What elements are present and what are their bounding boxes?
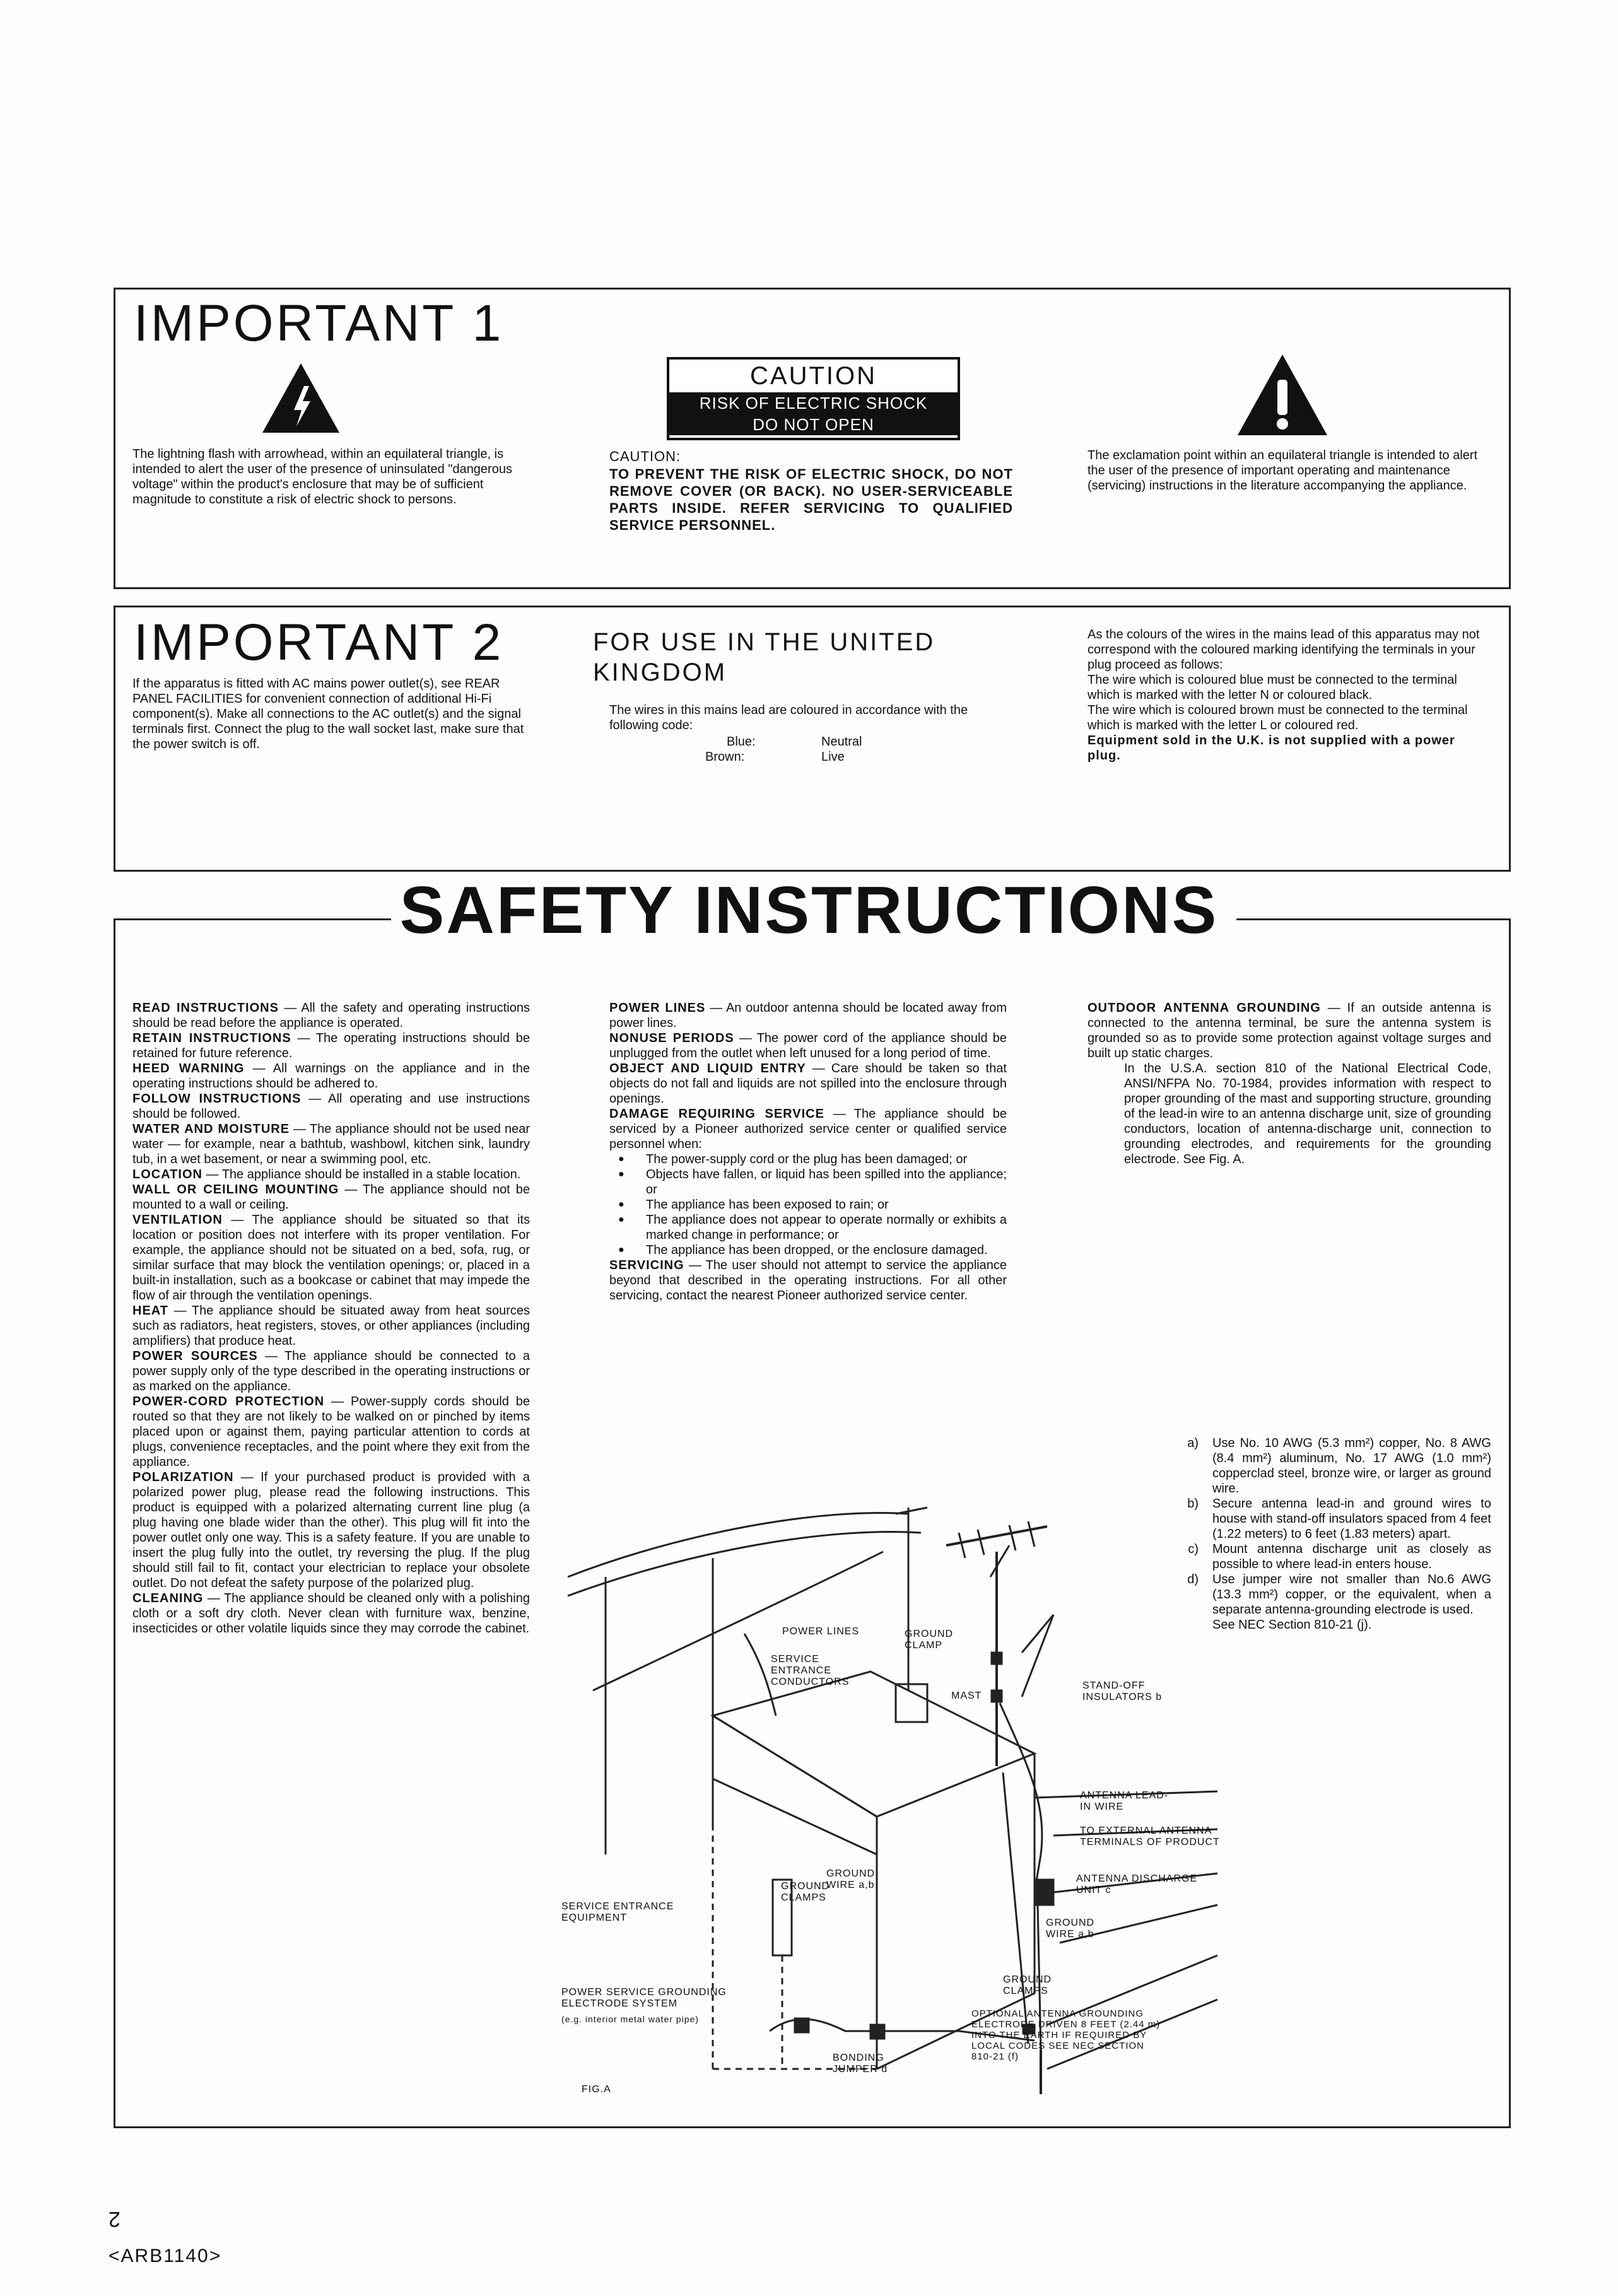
instr-heed — [132, 1061, 530, 1091]
caution-badge-heading: CAUTION — [750, 362, 877, 390]
instr-heat — [132, 1303, 530, 1349]
instr-label: HEAT — [132, 1304, 168, 1318]
instr-servicing — [609, 1258, 1007, 1303]
instr-label: LOCATION — [132, 1168, 202, 1181]
instr-label: POLARIZATION — [132, 1470, 234, 1484]
damage-bullet: ● The appliance has been dropped, or the enclosure damaged. — [609, 1243, 1007, 1258]
caution-label: CAUTION: — [609, 448, 681, 464]
instr-polarization — [132, 1470, 530, 1591]
exclamation-text: The exclamation point within an equilateral triangle is intended to alert the user of the presence of important operating and maintenance (servicing) instructions in the literature accompanying the appliance. — [1087, 448, 1478, 493]
instr-text: — All operating and use instructions should be followed. — [132, 1092, 530, 1121]
instr-power-lines — [609, 1000, 1007, 1031]
instr-location — [132, 1167, 530, 1182]
important-2-text: If the apparatus is fitted with AC mains power outlet(s), see REAR PANEL FACILITIES for convenient connection of additional Hi-Fi component(s). Make all connections to the AC outlet(s) and the signal terminals first. Connect the plug to the wall socket last, make sure that the power switch is off. — [132, 677, 524, 751]
instr-text: — The appliance should be situated so that its location or position does not interfere with its proper ventilation. For example, the appliance should not be situated on a bed, sofa, rug, or similar surface that may block the ventilation openings; or, placed in a built-in installation, such as a bookcase or cabinet that may impede the flow of air through the ventilation openings. — [132, 1213, 530, 1303]
important-2-title: IMPORTANT 2 — [134, 614, 504, 671]
caution-badge — [667, 357, 960, 440]
caution-badge-line-2: DO NOT OPEN — [669, 414, 958, 435]
instr-label: HEED WARNING — [132, 1062, 245, 1075]
damage-bullet: ● The power-supply cord or the plug has been damaged; or — [609, 1152, 1007, 1167]
instr-text: — An outdoor antenna should be located away from power lines. — [609, 1001, 1007, 1030]
instr-label: CLEANING — [132, 1591, 204, 1605]
page-number: 2 — [108, 2207, 120, 2231]
damage-bullet: ● The appliance does not appear to operate normally or exhibits a marked change in performance; or — [609, 1212, 1007, 1243]
instr-text: — If an outside antenna is connected to the antenna terminal, be sure the antenna system is grounded so as to provide some protection against voltage surges and built up static charges. — [1087, 1001, 1491, 1060]
damage-bullet: ● The appliance has been exposed to rain; or — [609, 1197, 1007, 1212]
diagram-label-ground-clamps-right: GROUND CLAMPS — [1003, 1974, 1052, 1996]
instr-text: — If your purchased product is provided with a polarized power plug, please read the following instructions. This product is equipped with a polarized alternating current line plug (a plug having one blade wider than the other). This plug will fit into the power outlet only one way. This is a safety feature. If you are unable to insert the plug fully into the outlet, try reversing the plug. If the plug should still fail to fit, contact your electrician to replace your obsolete outlet. Do not defeat the safety purpose of the polarized plug. — [132, 1470, 530, 1590]
instr-label: RETAIN INSTRUCTIONS — [132, 1031, 291, 1045]
damage-bullet: ● Objects have fallen, or liquid has been spilled into the appliance; or — [609, 1167, 1007, 1197]
code-colour: Blue: — [727, 735, 756, 749]
diagram-label-ground-wire-left: GROUND WIRE a,b — [826, 1868, 876, 1890]
list-text: Use No. 10 AWG (5.3 mm²) copper, No. 8 AWG (8.4 mm²) aluminum, No. 17 AWG (1.0 mm²) copperclad steel, bronze wire, or larger as ground wire. — [1212, 1436, 1491, 1496]
list-text: Secure antenna lead-in and ground wires to house with stand-off insulators spaced from 4 feet (1.22 meters) to 6 feet (1.83 meters) apart. — [1212, 1497, 1491, 1541]
instr-water — [132, 1122, 530, 1167]
instr-label: VENTILATION — [132, 1213, 223, 1227]
list-key: b) — [1187, 1497, 1199, 1511]
instr-read — [132, 1000, 530, 1031]
instr-ventilation — [132, 1212, 530, 1303]
exclamation-warning-icon — [1235, 352, 1330, 438]
instr-text: — The appliance should not be used near water — for example, near a bathtub, washbowl, kitchen sink, laundry tub, in a wet basement, or near a swimming pool, etc. — [132, 1122, 530, 1166]
instr-cleaning — [132, 1591, 530, 1636]
instr-damage — [609, 1106, 1007, 1152]
uk-text: The wires in this mains lead are coloured in accordance with the following code: — [609, 703, 968, 732]
diagram-label-service-conductors: SERVICE ENTRANCE CONDUCTORS — [771, 1654, 850, 1687]
instr-power-sources — [132, 1349, 530, 1394]
uk-heading: FOR USE IN THE UNITED KINGDOM — [593, 628, 935, 686]
list-key: c) — [1188, 1542, 1199, 1556]
safety-column-1 — [132, 1000, 530, 1636]
diagram-label-ground-clamps-left: GROUND CLAMPS — [781, 1881, 830, 1903]
nec-text: In the U.S.A. section 810 of the National Electrical Code, ANSI/NFPA No. 70-1984, provides information with respect to proper grounding of the mast and supporting structure, grounding of the lead-in wire to an antenna discharge unit, size of grounding conductors, location of antenna-discharge unit, connection to grounding electrodes, and requirements for the grounding electrode. See Fig. A. — [1124, 1062, 1491, 1166]
diagram-label-power-service: POWER SERVICE GROUNDING ELECTRODE SYSTEM — [561, 1987, 727, 2009]
document-code: <ARB1140> — [108, 2246, 222, 2266]
instr-text: — The appliance should be connected to a power supply only of the type described in the operating instructions or as marked on the appliance. — [132, 1349, 530, 1393]
diagram-label-fig: FIG.A — [582, 2084, 611, 2095]
lightning-warning-icon — [260, 361, 342, 435]
instr-text: — The power cord of the appliance should be unplugged from the outlet when left unused for a long period of time. — [609, 1031, 1007, 1060]
code-colour: Brown: — [705, 750, 745, 764]
instr-text: — Power-supply cords should be routed so that they are not likely to be walked on or pinched by items placed upon or against them, paying particular attention to cords at plugs, convenience receptacles, and the point where they exit from the appliance. — [132, 1395, 530, 1469]
uk-right-blue: The wire which is coloured blue must be connected to the terminal which is marked with the letter N or coloured black. — [1087, 673, 1457, 702]
uk-right-brown: The wire which is coloured brown must be connected to the terminal which is marked with the letter L or coloured red. — [1087, 703, 1468, 732]
instr-wall — [132, 1182, 530, 1212]
caution-badge-line-1: RISK OF ELECTRIC SHOCK — [669, 392, 958, 414]
list-key: d) — [1187, 1573, 1199, 1586]
list-text: Use jumper wire not smaller than No.6 AWG (13.3 mm²) copper, or the equivalent, when a separate antenna-grounding electrode is used. — [1212, 1573, 1491, 1617]
safety-title: SAFETY INSTRUCTIONS — [399, 873, 1219, 947]
instr-outdoor-antenna — [1087, 1000, 1491, 1061]
instr-label: OUTDOOR ANTENNA GROUNDING — [1087, 1001, 1321, 1015]
instr-retain — [132, 1031, 530, 1061]
uk-right-bold: Equipment sold in the U.K. is not supplied with a power plug. — [1087, 734, 1455, 763]
instr-label: POWER-CORD PROTECTION — [132, 1395, 325, 1409]
instr-label: SERVICING — [609, 1258, 684, 1272]
diagram-label-lead-in: ANTENNA LEAD-IN WIRE — [1080, 1790, 1169, 1812]
caution-text: TO PREVENT THE RISK OF ELECTRIC SHOCK, DO NOT REMOVE COVER (OR BACK). NO USER-SERVICEABLE PARTS INSIDE. REFER SERVICING TO QUALIFIED SERVICE PERSONNEL. — [609, 466, 1013, 533]
code-row-brown — [705, 749, 894, 764]
safety-column-2 — [609, 1000, 1007, 1303]
code-row-blue — [727, 734, 916, 749]
uk-right-text — [1087, 627, 1491, 763]
diagram-label-power-service-note: (e.g. interior metal water pipe) — [561, 2014, 699, 2024]
instr-label: POWER LINES — [609, 1001, 706, 1015]
antenna-list-item — [1154, 1436, 1491, 1496]
list-text: Mount antenna discharge unit as closely as possible to where lead-in enters house. — [1212, 1542, 1491, 1571]
instr-nonuse — [609, 1031, 1007, 1061]
instr-power-cord — [132, 1394, 530, 1470]
instr-label: OBJECT AND LIQUID ENTRY — [609, 1062, 806, 1075]
lightning-text: The lightning flash with arrowhead, within an equilateral triangle, is intended to alert the user of the presence of uninsulated "dangerous voltage" within the product's enclosure that may be of sufficient magnitude to constitute a risk of electric shock to persons. — [132, 447, 512, 507]
instr-text: — Care should be taken so that objects do not fall and liquids are not spilled into the enclosure through openings. — [609, 1062, 1007, 1106]
instr-text: — The appliance should be cleaned only with a polishing cloth or a soft dry cloth. Never clean with furniture wax, benzine, insecticides or other volatile liquids since they may corrode the cabinet. — [132, 1591, 530, 1636]
diagram-label-mast: MAST — [951, 1690, 982, 1701]
instr-follow — [132, 1091, 530, 1122]
instr-label: READ INSTRUCTIONS — [132, 1001, 279, 1015]
instr-label: FOLLOW INSTRUCTIONS — [132, 1092, 302, 1106]
list-text: See NEC Section 810-21 (j). — [1212, 1618, 1372, 1632]
instr-label: WALL OR CEILING MOUNTING — [132, 1183, 339, 1197]
instr-label: POWER SOURCES — [132, 1349, 258, 1363]
safety-column-3 — [1087, 1000, 1491, 1167]
instr-text: — The appliance should be installed in a stable location. — [202, 1168, 521, 1181]
code-meaning: Neutral — [821, 735, 862, 749]
instr-text: — The appliance should be serviced by a Pioneer authorized service center or qualified service personnel when: — [609, 1107, 1007, 1151]
instr-text: — All the safety and operating instructions should be read before the appliance is operated. — [132, 1001, 530, 1030]
diagram-label-bonding-jumper: BONDING JUMPER d — [833, 2053, 888, 2075]
diagram-label-standoff: STAND-OFF INSULATORS b — [1082, 1680, 1163, 1702]
diagram-label-service-equipment: SERVICE ENTRANCE EQUIPMENT — [561, 1901, 674, 1923]
instr-text: — The user should not attempt to service the appliance beyond that described in the operating instructions. For all other servicing, contact the nearest Pioneer authorized service center. — [609, 1258, 1007, 1303]
instr-text: — The operating instructions should be retained for future reference. — [132, 1031, 530, 1060]
code-meaning: Live — [821, 750, 845, 764]
diagram-label-optional-electrode: OPTIONAL ANTENNA GROUNDING ELECTRODE DRIVEN 8 FEET (2.44 m) INTO THE EARTH IF REQUIRED BY LOCAL CODES SEE NEC SECTION 810-21 (f) — [971, 2008, 1161, 2062]
list-key: a) — [1187, 1436, 1199, 1450]
instr-text: — All warnings on the appliance and in the operating instructions should be adhered to. — [132, 1062, 530, 1091]
instr-label: DAMAGE REQUIRING SERVICE — [609, 1107, 824, 1121]
diagram-label-power-lines: POWER LINES — [782, 1626, 860, 1637]
important-1-title: IMPORTANT 1 — [134, 295, 504, 352]
instr-text: — The appliance should be situated away from heat sources such as radiators, heat registers, stoves, or other appliances (including amplifiers) that produce heat. — [132, 1304, 530, 1348]
diagram-label-ground-wire-right: GROUND WIRE a,b — [1046, 1918, 1095, 1940]
instr-label: WATER AND MOISTURE — [132, 1122, 290, 1136]
diagram-label-discharge: ANTENNA DISCHARGE UNIT c — [1076, 1873, 1198, 1895]
instr-label: NONUSE PERIODS — [609, 1031, 734, 1045]
diagram-label-to-external: TO EXTERNAL ANTENNA TERMINALS OF PRODUCT — [1080, 1825, 1220, 1848]
instr-text: — The appliance should not be mounted to a wall or ceiling. — [132, 1183, 530, 1212]
diagram-label-ground-clamp: GROUND CLAMP — [905, 1629, 954, 1651]
instr-object-liquid — [609, 1061, 1007, 1106]
uk-right-intro: As the colours of the wires in the mains lead of this apparatus may not correspond with the coloured marking identifying the terminals in your plug proceed as follows: — [1087, 628, 1480, 672]
